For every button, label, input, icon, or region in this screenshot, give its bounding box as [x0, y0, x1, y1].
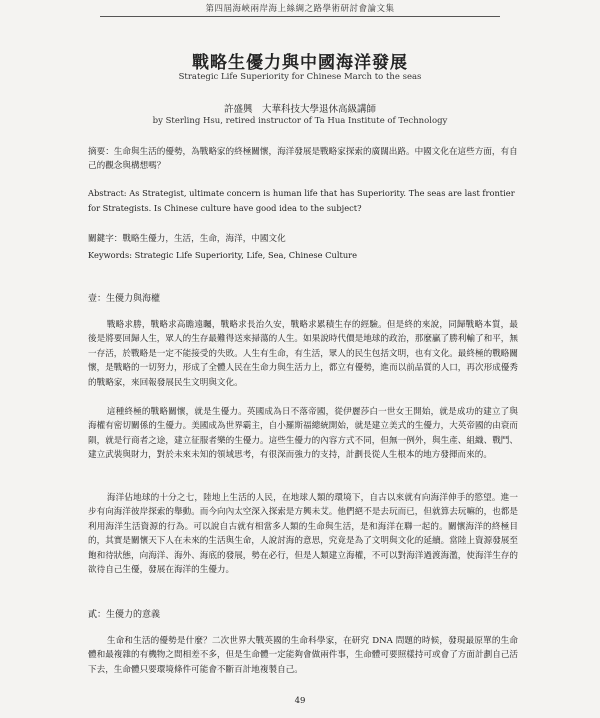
body-paragraph-2: 這種終極的戰略關懷，就是生優力。英國成為日不落帝國，從伊麗莎白一世女王開始，就是成功的建立了與海權有密切關係的生優力。美國成為世界霸主，自小羅斯福總統開始，就是建立美式的生優力，大英帝國的由衰而隕，就是行商者之途，建立征服者樂的生優力。這些生優力的內容方式不同，但無一例外，與生產、組織、戰鬥、建立武裝與財力，對於未來未知的領域思考，有很深而強力的支持，計劃長從人生根本的地方發揮而來的。 — [88, 407, 518, 461]
header-rule — [100, 16, 500, 17]
abstract-chinese: 摘要：生命與生活的優勢，為戰略家的終極關懷，海洋發展是戰略家探索的廣闊出路。中國文化在這些方面，有自己的觀念與構想嗎？ — [88, 147, 518, 171]
section-heading-2: 貳：生優力的意義 — [88, 610, 161, 620]
author-line: 許盛興 大華科技大學退休高級講師 — [223, 104, 376, 115]
section-heading-1: 壹：生優力與海權 — [88, 294, 161, 304]
keywords-chinese: 關鍵字：戰略生優力，生活，生命，海洋，中國文化 — [88, 234, 286, 244]
running-header: 第四屆海峽兩岸海上絲綢之路學術研討會論文集 — [205, 4, 395, 14]
paper-title-english: Strategic Life Superiority for Chinese March to the seas — [178, 72, 422, 82]
keywords-english: Keywords: Strategic Life Superiority, Life, Sea, Chinese Culture — [88, 250, 358, 260]
body-paragraph-1: 戰略求勝，戰略求高瞻遠矚，戰略求長治久安，戰略求累積生存的經驗。但是終的來說，同歸戰略本質，最後是將要回歸人生，眾人的生存最難得送來掃蕩的人生。如果說時代價是地球的政治，那麼贏了勝利輸了和平，無一存活，於戰略是一定不能接受的失敗。人生有生命，有生活，眾人的民生包括文明，也有文化。最終極的戰略關懷，是戰略的一切努力，形成了全體人民在生命力與生活力上，都立有優勢，進而以前品質的人口，再次形成優秀的戰略家，來回報發展民生文明與文化。 — [88, 320, 518, 388]
paper-title: 戰略生優力與中國海洋發展 — [192, 53, 408, 73]
body-paragraph-3: 海洋佔地球的十分之七，陸地上生活的人民，在地球人類的環境下，自古以來就有向海洋伸手的慾望。進一步有向海洋彼岸探索的舉動。而今向內太空深入探索是方興未艾。他們絕不是去玩而已，但就算去玩嘛的，也都是利用海洋生活資源的行為。可以說自古就有相當多人類的生命與生活，是和海洋在聯一起的。關懷海洋的終極目的，其實是關懷天下人在未來的生活與生命，人說討海的意思，究竟是為了文明與文化的延續。當陸上資源發展至飽和待狀態，向海洋、海外、海底的發展，勢在必行，但是人類建立海權，不可以對海洋過渡海濫，使海洋生存的欲待自己生優，發展在海洋的生優力。 — [88, 493, 518, 576]
author-line-english: by Sterling Hsu, retired instructor of Ta Hua Institute of Technology — [152, 116, 448, 126]
abstract-english: Abstract: As Strategist, ultimate concern is human life that has Superiority. The seas are last frontier for Strategists. Is Chinese culture have good idea to the subject? — [88, 188, 515, 213]
page-number: 49 — [294, 696, 306, 706]
body-paragraph-4: 生命和生活的優勢是什麼？二次世界大戰英國的生命科學家，在研究 DNA 問題的時候，發現最原單的生命體和最複雜的有機物之間相差不多，但是生命體一定能夠會做兩件事，生命體可要照樣持可或會了方面計劃自己活下去，生命體只要環境條件可能會不斷百計地複製自己。 — [88, 636, 518, 675]
